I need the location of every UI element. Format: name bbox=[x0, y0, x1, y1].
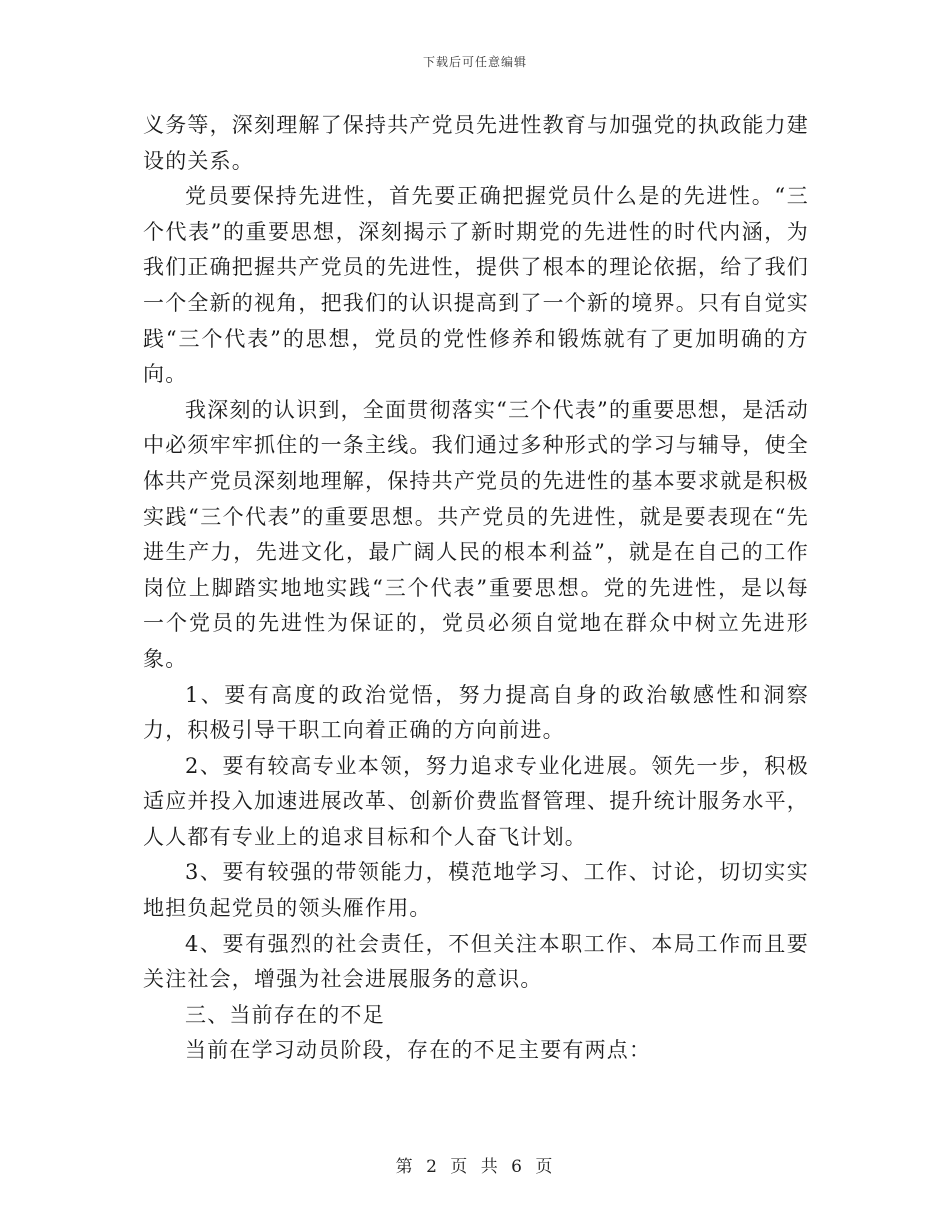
list-item-professional-skill: 2、要有较高专业本领，努力追求专业化进展。领先一步，积极适应并投入加速进展改革、创新价费监督管理、提升统计服务水平，人人都有专业上的追求目标和个人奋飞计划。 bbox=[143, 753, 809, 849]
paragraph-shortcomings-intro: 当前在学习动员阶段，存在的不足主要有两点： bbox=[185, 1038, 652, 1063]
page-header-note: 下载后可任意编辑 bbox=[422, 55, 527, 69]
paragraph-main-line: 我深刻的认识到，全面贯彻落实“三个代表”的重要思想，是活动中必须牢牢抓住的一条主线。我们通过多种形式的学习与辅导，使全体共产党员深刻地理解，保持共产党员的先进性的基本要求就是积极实践“三个代表”的重要思想。共产党员的先进性，就是要表现在“先进生产力，先进文化，最广阔人民的根本利益”，就是在自己的工作岗位上脚踏实地地实践“三个代表”重要思想。党的先进性，是以每一个党员的先进性为保证的，党员必须自觉地在群众中树立先进形象。 bbox=[143, 397, 809, 671]
list-item-leadership: 3、要有较强的带领能力，模范地学习、工作、讨论，切切实实地担负起党员的领头雁作用。 bbox=[143, 860, 809, 921]
page-number-footer: 第 2 页 共 6 页 bbox=[395, 1157, 555, 1177]
paragraph-continuation: 义务等，深刻理解了保持共产党员先进性教育与加强党的执政能力建设的关系。 bbox=[143, 113, 809, 173]
list-item-political-awareness: 1、要有高度的政治觉悟，努力提高自身的政治敏感性和洞察力，积极引导干职工向着正确的方向前进。 bbox=[143, 682, 809, 743]
list-item-social-responsibility: 4、要有强烈的社会责任，不但关注本职工作、本局工作而且要关注社会，增强为社会进展服务的意识。 bbox=[143, 931, 809, 992]
paragraph-advancedness: 党员要保持先进性，首先要正确把握党员什么是的先进性。“三个代表”的重要思想，深刻揭示了新时期党的先进性的时代内涵，为我们正确把握共产党员的先进性，提供了根本的理论依据，给了我们一个全新的视角，把我们的认识提高到了一个新的境界。只有自觉实践“三个代表”的思想，党员的党性修养和锻炼就有了更加明确的方向。 bbox=[143, 184, 809, 387]
section-heading-shortcomings: 三、当前存在的不足 bbox=[185, 1002, 385, 1027]
document-body bbox=[143, 108, 809, 1069]
